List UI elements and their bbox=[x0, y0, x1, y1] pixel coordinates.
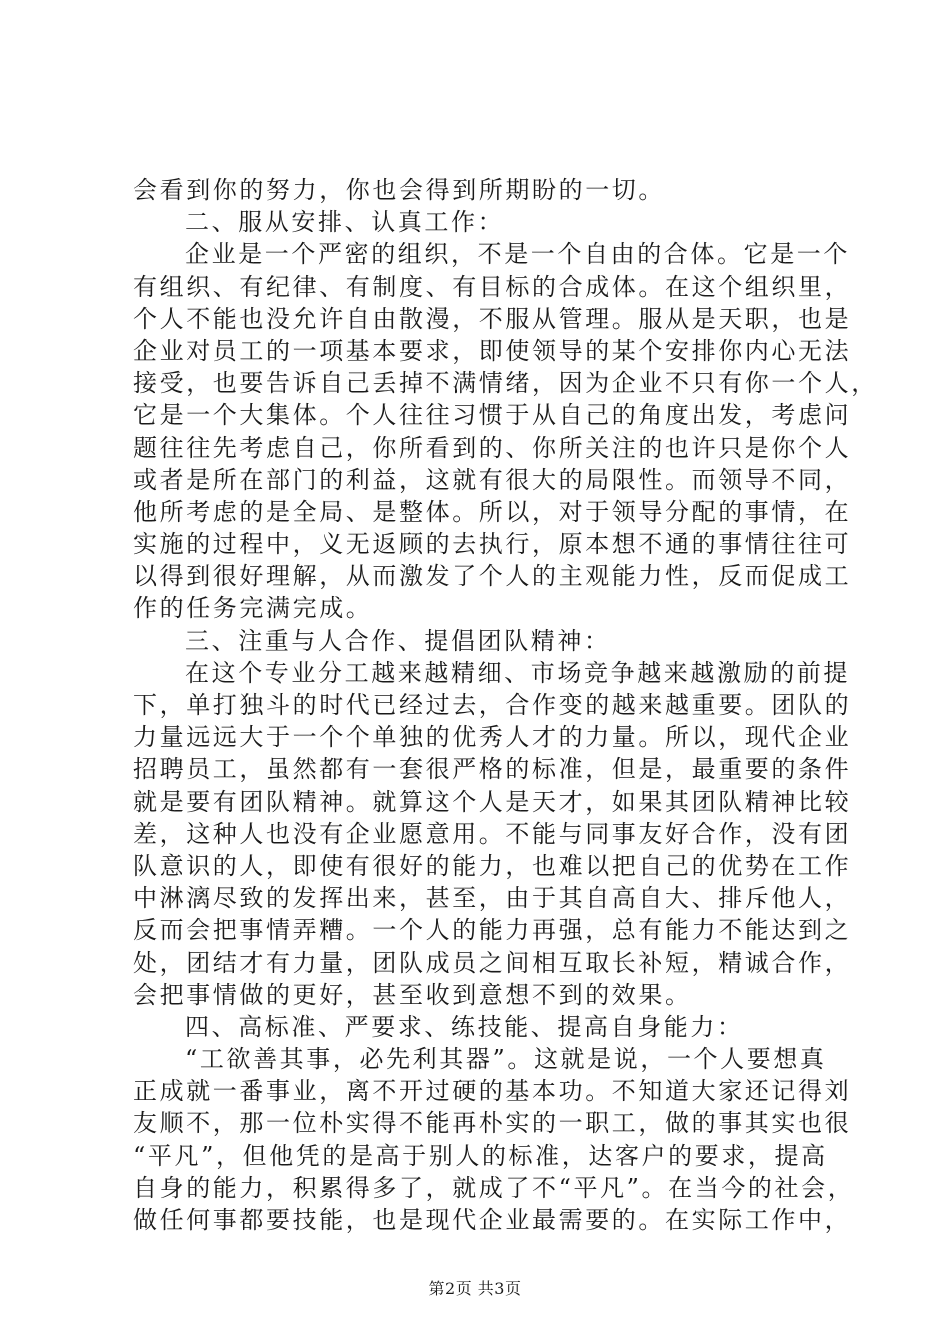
text-line: 它是一个大集体。个人往往习惯于从自己的角度出发，考虑问 bbox=[133, 401, 852, 430]
text-line: 二、服从安排、认真工作： bbox=[185, 208, 505, 237]
document-body bbox=[133, 174, 878, 1236]
text-line: 企业是一个严密的组织，不是一个自由的合体。它是一个 bbox=[185, 240, 850, 269]
page-footer: 第2页 共3页 bbox=[428, 1279, 522, 1298]
text-line: 企业对员工的一项基本要求，即使领导的某个安排你内心无法 bbox=[133, 336, 852, 365]
text-line: 反而会把事情弄糟。一个人的能力再强，总有能力不能达到之 bbox=[133, 916, 852, 945]
text-line: 差，这种人也没有企业愿意用。不能与同事友好合作，没有团 bbox=[133, 819, 852, 848]
text-line: 就是要有团队精神。就算这个人是天才，如果其团队精神比较 bbox=[133, 787, 852, 816]
text-line: 他所考虑的是全局、是整体。所以，对于领导分配的事情，在 bbox=[133, 497, 852, 526]
text-line: 中淋漓尽致的发挥出来，甚至，由于其自高自大、排斥他人， bbox=[133, 884, 852, 913]
text-line: 或者是所在部门的利益，这就有很大的局限性。而领导不同， bbox=[133, 465, 852, 494]
text-line: 处，团结才有力量，团队成员之间相互取长补短，精诚合作， bbox=[133, 948, 852, 977]
text-line: 三、注重与人合作、提倡团队精神： bbox=[185, 626, 611, 655]
text-line: “工欲善其事，必先利其器”。这就是说，一个人要想真 bbox=[185, 1045, 827, 1074]
text-line: 队意识的人，即使有很好的能力，也难以把自己的优势在工作 bbox=[133, 851, 852, 880]
text-line: 四、高标准、严要求、练技能、提高自身能力： bbox=[185, 1012, 744, 1041]
text-line: 在这个专业分工越来越精细、市场竞争越来越激励的前提 bbox=[185, 658, 850, 687]
text-line: 有组织、有纪律、有制度、有目标的合成体。在这个组织里， bbox=[133, 272, 852, 301]
text-line: 会把事情做的更好，甚至收到意想不到的效果。 bbox=[133, 980, 692, 1009]
text-line: 做任何事都要技能，也是现代企业最需要的。在实际工作中， bbox=[133, 1206, 852, 1234]
text-line: 个人不能也没允许自由散漫，不服从管理。服从是天职，也是 bbox=[133, 304, 852, 333]
text-line: 作的任务完满完成。 bbox=[133, 594, 373, 623]
text-line: 招聘员工，虽然都有一套很严格的标准，但是，最重要的条件 bbox=[133, 755, 852, 784]
text-line: 以得到很好理解，从而激发了个人的主观能力性，反而促成工 bbox=[133, 562, 852, 591]
text-line: “平凡”，但他凭的是高于别人的标准，达客户的要求，提高 bbox=[133, 1141, 828, 1170]
text-line: 题往往先考虑自己，你所看到的、你所关注的也许只是你个人 bbox=[133, 433, 852, 462]
text-line: 友顺不，那一位朴实得不能再朴实的一职工，做的事其实也很 bbox=[133, 1109, 852, 1138]
text-line: 力量远远大于一个个单独的优秀人才的力量。所以，现代企业 bbox=[133, 723, 852, 752]
text-line: 会看到你的努力，你也会得到所期盼的一切。 bbox=[133, 176, 665, 204]
text-line: 实施的过程中，义无返顾的去执行，原本想不通的事情往往可 bbox=[133, 530, 852, 559]
text-line: 正成就一番事业，离不开过硬的基本功。不知道大家还记得刘 bbox=[133, 1077, 852, 1106]
text-line: 自身的能力，积累得多了，就成了不“平凡”。在当今的社会， bbox=[133, 1173, 855, 1202]
text-line: 接受，也要告诉自己丢掉不满情绪，因为企业不只有你一个人， bbox=[133, 369, 878, 398]
text-line: 下，单打独斗的时代已经过去，合作变的越来越重要。团队的 bbox=[133, 691, 852, 719]
